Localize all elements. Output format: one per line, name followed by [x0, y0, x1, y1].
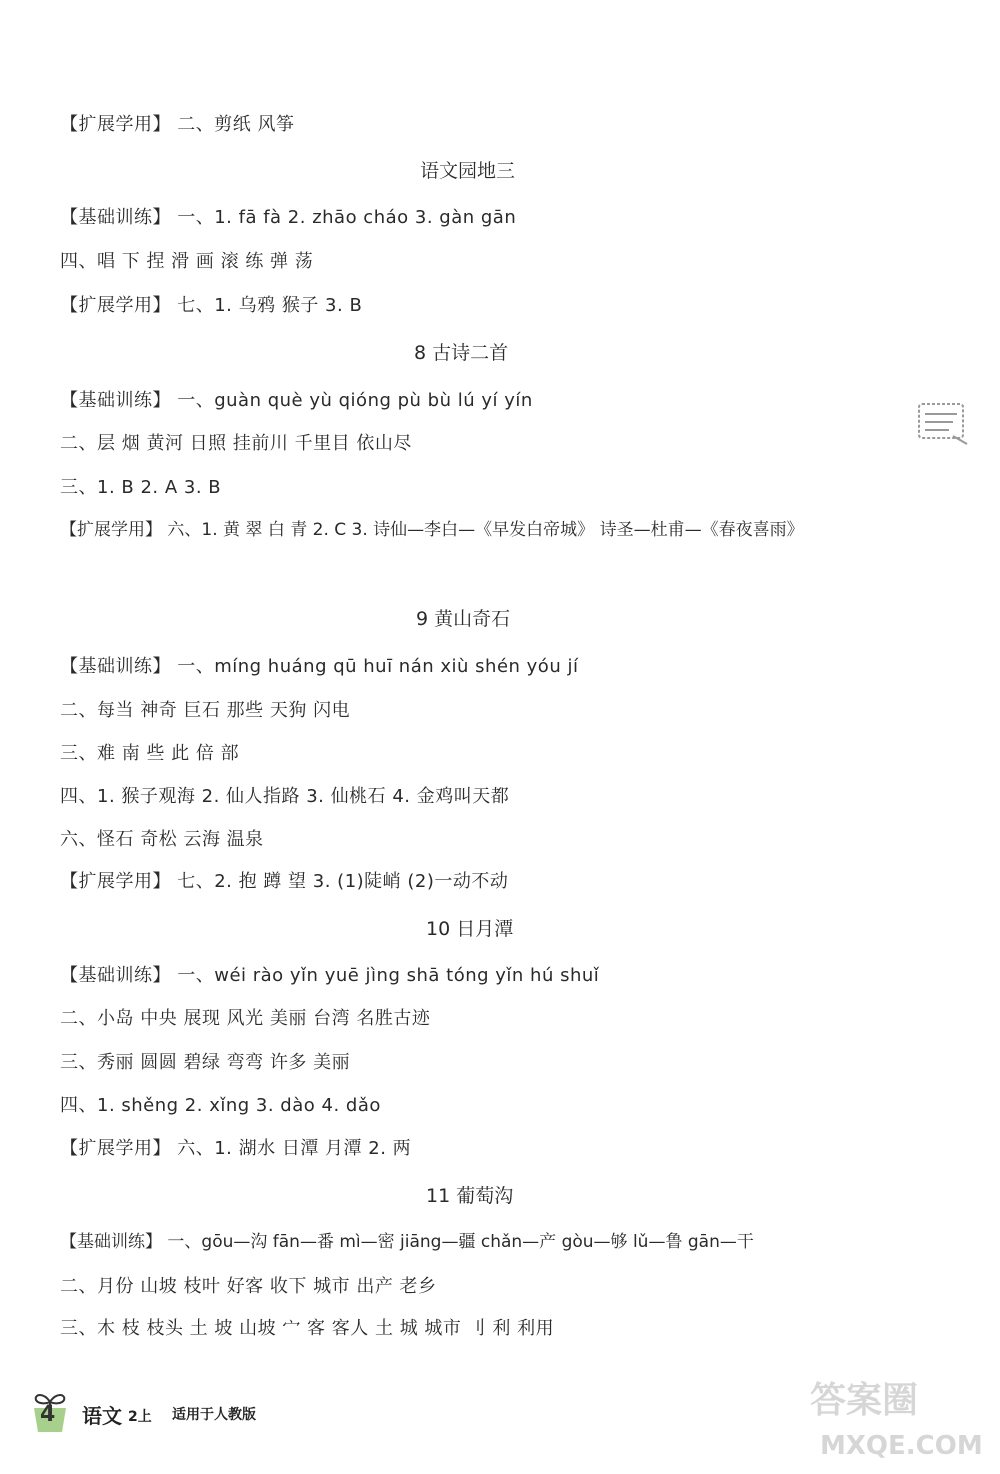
answer-line: 三、1. B 2. A 3. B — [60, 477, 222, 498]
subject-label: 语文 — [82, 1404, 122, 1428]
edition-label: 适用于人教版 — [172, 1407, 256, 1423]
answer-line: 【扩展学用】 七、2. 抱 蹲 望 3. (1)陡峭 (2)一动不动 — [60, 871, 509, 892]
section-title: 8 古诗二首 — [414, 342, 509, 364]
answer-line: 【扩展学用】 六、1. 黄 翠 白 青 2. C 3. 诗仙—李白—《早发白帝城》 诗圣—杜甫—《春夜喜雨》 — [60, 520, 804, 540]
section-title: 10 日月潭 — [426, 918, 514, 940]
section-title: 9 黄山奇石 — [416, 608, 511, 630]
svg-text:答案圈: 答案圈 — [810, 1380, 919, 1421]
answer-line: 【基础训练】 一、1. fā fà 2. zhāo cháo 3. gàn gān — [60, 207, 517, 228]
answer-line: 四、1. 猴子观海 2. 仙人指路 3. 仙桃石 4. 金鸡叫天都 — [60, 786, 510, 807]
answer-line: 四、1. shěng 2. xǐng 3. dào 4. dǎo — [60, 1095, 381, 1116]
svg-text:MXQE.COM: MXQE.COM — [820, 1431, 983, 1461]
answer-line: 三、木 枝 枝头 土 坡 山坡 宀 客 客人 土 城 城市 刂 利 利用 — [60, 1318, 555, 1339]
answer-line: 三、难 南 些 此 倍 部 — [60, 743, 240, 764]
answer-line: 【扩展学用】 二、剪纸 风筝 — [60, 114, 295, 135]
page-number: 4 — [40, 1402, 56, 1427]
answer-line: 六、怪石 奇松 云海 温泉 — [60, 829, 264, 850]
answer-line: 二、小岛 中央 展现 风光 美丽 台湾 名胜古迹 — [60, 1008, 431, 1029]
answer-line: 二、月份 山坡 枝叶 好客 收下 城市 出产 老乡 — [60, 1276, 437, 1297]
section-title: 11 葡萄沟 — [426, 1185, 514, 1207]
answer-line: 三、秀丽 圆圆 碧绿 弯弯 许多 美丽 — [60, 1052, 351, 1073]
section-title: 语文园地三 — [420, 160, 516, 182]
stamp-icon — [913, 398, 971, 448]
answer-line: 【扩展学用】 六、1. 湖水 日潭 月潭 2. 两 — [60, 1138, 412, 1159]
answer-line: 【扩展学用】 七、1. 乌鸦 猴子 3. B — [60, 295, 363, 316]
answer-line: 【基础训练】 一、guàn què yù qióng pù bù lú yí yín — [60, 390, 533, 411]
answer-line: 【基础训练】 一、míng huáng qū huī nán xiù shén yóu jí — [60, 656, 579, 677]
answer-line: 【基础训练】 一、wéi rào yǐn yuē jìng shā tóng yǐn hú shuǐ — [60, 965, 600, 986]
answer-line: 二、层 烟 黄河 日照 挂前川 千里目 依山尽 — [60, 433, 412, 454]
answer-line: 四、唱 下 捏 滑 画 滚 练 弹 荡 — [60, 251, 314, 272]
grade-label: 2上 — [128, 1409, 152, 1425]
answer-line: 【基础训练】 一、gōu—沟 fān—番 mì—密 jiāng—疆 chǎn—产 gòu—够 lǔ—鲁 gān—干 — [60, 1232, 754, 1252]
watermark-logo — [800, 1370, 990, 1465]
answer-line: 二、每当 神奇 巨石 那些 天狗 闪电 — [60, 700, 351, 721]
